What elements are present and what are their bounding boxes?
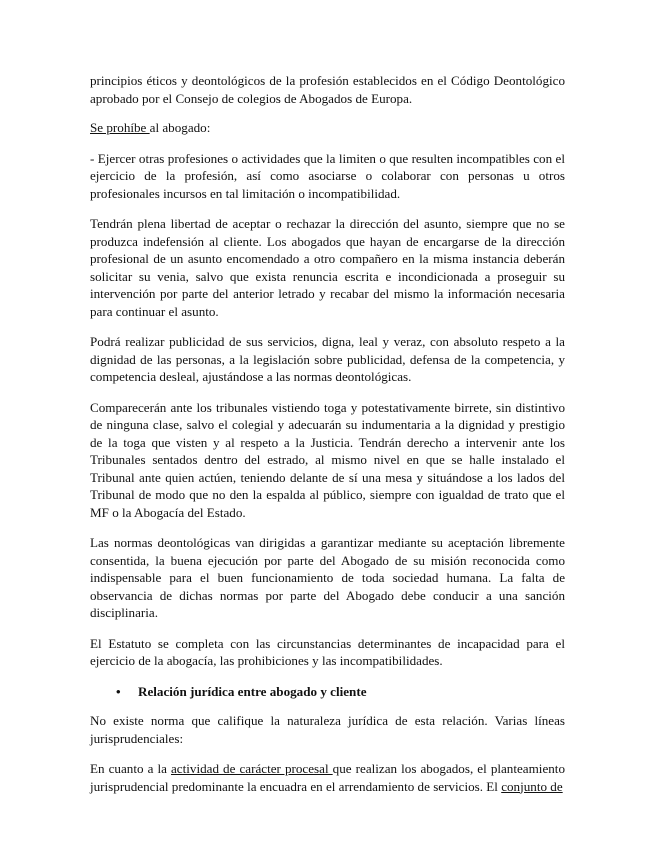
paragraph-prohibe bbox=[90, 119, 565, 137]
paragraph: - Ejercer otras profesiones o actividades que la limiten o que resulten incompatibles con el ejercicio de la profesión, así como asociarse o colaborar con personas u otros profesionales incursos en tal limitación o incompatibilidad. bbox=[90, 150, 565, 201]
paragraph: Comparecerán ante los tribunales vistiendo toga y potestativamente birrete, sin distintivo de ninguna clase, salvo el colegial y adecuarán su indumentaria a la dignidad y prestigio de la toga que visten y al respeto a la Justicia. Tendrán derecho a intervenir ante los Tribunales sentados dentro del estrado, al mismo nivel en que se halle instalado el Tribunal ante quien actúen, teniendo delante de sí una mesa y situándose a los lados del Tribunal de modo que no den la espalda al público, siempre con igualdad de trato que el MF o la Abogacía del Estado. bbox=[90, 399, 565, 520]
bullet-heading bbox=[116, 683, 565, 701]
paragraph: Las normas deontológicas van dirigidas a garantizar mediante su aceptación libremente consentida, la buena ejecución por parte del Abogado de su misión reconocida como indispensable para el buen funcionamiento de toda sociedad humana. La falta de observancia de dichas normas por parte del Abogado debe conducir a una sanción disciplinaria. bbox=[90, 535, 565, 620]
paragraph: Tendrán plena libertad de aceptar o rechazar la dirección del asunto, siempre que no se produzca indefensión al cliente. Los abogados que hayan de encargarse de la dirección profesional de un asunto encomendado a otro compañero en la misma instancia deberán solicitar su venia, salvo que exista renuncia escrita e incondicionada a proseguir su intervención por parte del anterior letrado y recabar del mismo la información necesaria para continuar el asunto. bbox=[90, 216, 565, 319]
paragraph-text: que realizan los abogados, el planteamiento jurisprudencial predominante la encuadra en el arrendamiento de servicios. El bbox=[90, 761, 565, 794]
underlined-text: conjunto de bbox=[501, 778, 563, 794]
paragraph-text: En cuanto a la bbox=[90, 761, 171, 776]
underlined-text: Se prohíbe bbox=[90, 120, 150, 135]
bullet-icon: • bbox=[116, 683, 121, 699]
section-heading: Relación jurídica entre abogado y cliente bbox=[138, 683, 367, 699]
paragraph-text: al abogado: bbox=[149, 120, 211, 135]
paragraph: Podrá realizar publicidad de sus servicios, digna, leal y veraz, con absoluto respeto a la dignidad de las personas, a la legislación sobre publicidad, defensa de la competencia, y competencia desleal, ajustándose a las normas deontológicas. bbox=[90, 334, 565, 384]
paragraph: No existe norma que califique la naturaleza jurídica de esta relación. Varias líneas jurisprudenciales: bbox=[90, 713, 565, 746]
paragraph: principios éticos y deontológicos de la profesión establecidos en el Código Deontológico aprobado por el Consejo de colegios de Abogados de Europa. bbox=[90, 73, 565, 106]
underlined-text: actividad de carácter procesal bbox=[171, 761, 333, 776]
paragraph: El Estatuto se completa con las circunstancias determinantes de incapacidad para el ejercicio de la abogacía, las prohibiciones y las incompatibilidades. bbox=[90, 635, 565, 668]
paragraph-actividad bbox=[90, 760, 565, 795]
